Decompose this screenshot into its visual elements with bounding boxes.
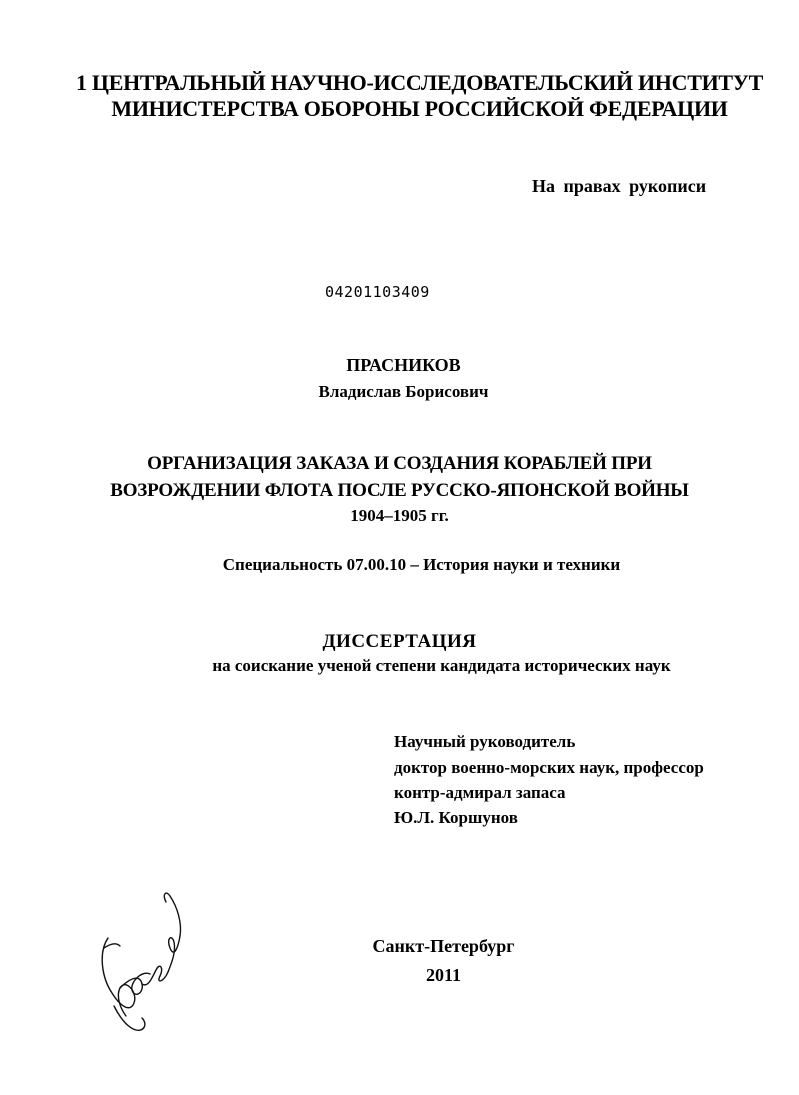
dissertation-title-years: 1904–1905 гг. — [350, 506, 449, 525]
manuscript-rights-note: На правах рукописи — [532, 176, 707, 196]
handwritten-signature — [90, 878, 200, 1038]
institute-name-line-1: 1 ЦЕНТРАЛЬНЫЙ НАУЧНО-ИССЛЕДОВАТЕЛЬСКИЙ ИНСТИТУТ — [76, 70, 763, 95]
dissertation-title-line-1: ОРГАНИЗАЦИЯ ЗАКАЗА И СОЗДАНИЯ КОРАБЛЕЙ ПРИ — [147, 453, 652, 474]
work-type-heading: ДИССЕРТАЦИЯ — [322, 631, 477, 652]
author-given-names: Владислав Борисович — [318, 382, 489, 401]
specialty-line: Специальность 07.00.10 – История науки и техники — [222, 555, 621, 574]
advisor-rank: контр-адмирал запаса — [394, 783, 566, 802]
author-surname: ПРАСНИКОВ — [346, 355, 461, 375]
document-number: 04201103409 — [325, 283, 430, 301]
advisor-degree: доктор военно-морских наук, профессор — [394, 758, 704, 777]
institute-name-line-2: МИНИСТЕРСТВА ОБОРОНЫ РОССИЙСКОЙ ФЕДЕРАЦИИ — [111, 96, 728, 121]
dissertation-title-line-2: ВОЗРОЖДЕНИИ ФЛОТА ПОСЛЕ РУССКО-ЯПОНСКОЙ ВОЙНЫ — [110, 480, 689, 501]
degree-line: на соискание ученой степени кандидата исторических наук — [212, 656, 671, 675]
advisor-name: Ю.Л. Коршунов — [394, 808, 518, 827]
year: 2011 — [425, 965, 461, 985]
advisor-role: Научный руководитель — [394, 732, 576, 751]
city: Санкт-Петербург — [372, 936, 515, 956]
